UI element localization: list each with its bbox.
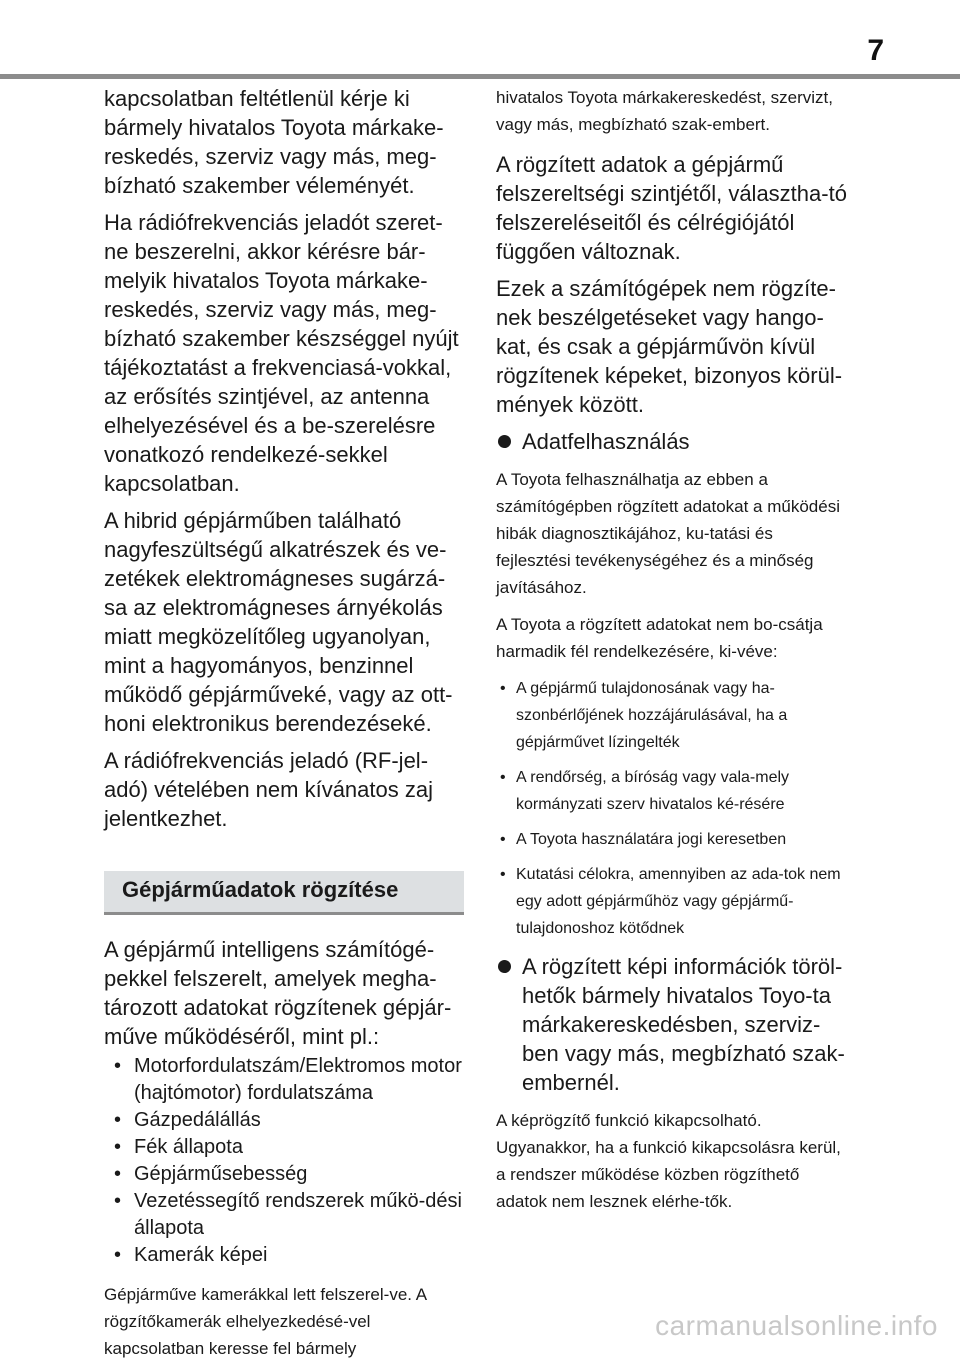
paragraph-no-voice-recording: Ezek a számítógépek nem rögzíte-nek beszélgetéseket vagy hango-kat, és csak a gépjárművön kívül rögzítenek képeket, bizonyos körül-mények között. — [496, 276, 843, 417]
list-item: • Fék állapota — [104, 1134, 464, 1161]
paragraph-usage-disclosure: A Toyota a rögzített adatokat nem bo-csátja harmadik fél rendelkezésére, ki-véve: — [496, 615, 823, 661]
paragraph-rf-transmitter-install: Ha rádiófrekvenciás jeladót szeret-ne beszerelni, akkor kérésre bár-melyik hivatalos Toyota márkake-reskedés, szerviz vagy más, meg-bízható szakember készséggel nyújt tájékoztatást a frekvenciasá-vokkal, az erősítés szintjével, az antenna elhelyezésével és a be-szerelésre vonatkozó rendelkezé-sekkel kapcsolatban. — [104, 210, 459, 496]
paragraph-usage-purpose: A Toyota felhasználhatja az ebben a számítógépben rögzített adatokat a működési hibák diagnosztikájához, ku-tatási és fejlesztési tevékenységéhez és a minőség javításához. — [496, 470, 840, 597]
heading-image-deletion — [496, 952, 852, 1097]
heading-image-deletion-label: A rögzített képi információk töröl-hetők bármely hivatalos Toyo-ta márkakereskedésben, szerviz-ben vagy más, megbízható szak-embernél. — [522, 954, 845, 1095]
bullet-dot-icon — [498, 435, 511, 448]
header-rule — [0, 74, 960, 79]
list-item: • A gépjármű tulajdonosának vagy ha-szonbérlőjének hozzájárulásával, ha a gépjárművet lízingelték — [496, 675, 852, 756]
paragraph-rf-noise: A rádiófrekvenciás jeladó (RF-jel-adó) vételében nem kívánatos zaj jelentkezhet. — [104, 748, 433, 831]
list-item: • A rendőrség, a bíróság vagy vala-mely kormányzati szerv hivatalos ké-résére — [496, 764, 852, 818]
paragraph-camera-note: Gépjárműve kamerákkal lett felszerel-ve. A rögzítőkamerák elhelyezkedésé-vel kapcsolatban keresse fel bármely — [104, 1285, 427, 1358]
heading-data-usage-label: Adatfelhasználás — [522, 429, 690, 454]
recorded-data-list — [104, 1053, 464, 1269]
list-item: • Kamerák képei — [104, 1242, 464, 1269]
paragraph-data-intro: A gépjármű intelligens számítógé-pekkel felszerelt, amelyek megha-tározott adatokat rögzítenek gépjár-műve működéséről, mint pl.: — [104, 937, 452, 1049]
paragraph-continued-advice: kapcsolatban feltétlenül kérje ki bármely hivatalos Toyota márkake-reskedés, szerviz vagy más, meg-bízható szakember véleményét. — [104, 86, 444, 198]
paragraph-camera-disable: A képrögzítő funkció kikapcsolható. Ugyanakkor, ha a funkció kikapcsolásra kerül, a rendszer működése közben rögzíthető adatok nem lesznek elérhe-tők. — [496, 1111, 841, 1211]
paragraph-recorded-data-varies: A rögzített adatok a gépjármű felszereltségi szintjétől, választha-tó felszereléseitől és célrégiójától függően változnak. — [496, 152, 847, 264]
heading-data-usage — [496, 427, 852, 456]
list-item: • Motorfordulatszám/Elektromos motor (hajtómotor) fordulatszáma — [104, 1053, 464, 1107]
right-column — [496, 84, 852, 1225]
paragraph-hybrid-radiation: A hibrid gépjárműben található nagyfeszültségű alkatrészek és ve-zetékek elektromágneses sugárzá-sa az elektromágneses árnyékolás miatt megközelítőleg ugyanolyan, mint a hagyományos, benzinnel működő gépjárműveké, vagy az ott-honi elektronikus berendezéseké. — [104, 508, 453, 736]
list-item: • Gázpedálállás — [104, 1107, 464, 1134]
list-item: • Gépjárműsebesség — [104, 1161, 464, 1188]
list-item: • A Toyota használatára jogi keresetben — [496, 826, 852, 853]
section-heading-data-recording: Gépjárműadatok rögzítése — [104, 871, 464, 915]
watermark: carmanualsonline.info — [655, 1310, 938, 1341]
list-item: • Kutatási célokra, amennyiben az ada-tok nem egy adott gépjárműhöz vagy gépjármű-tulajdonoshoz kötődnek — [496, 861, 852, 942]
left-column — [104, 84, 464, 1372]
bullet-dot-icon — [498, 960, 511, 973]
paragraph-camera-note-continued: hivatalos Toyota márkakereskedést, szervizt, vagy más, megbízható szak-embert. — [496, 88, 833, 134]
disclosure-exceptions-list — [496, 675, 852, 942]
list-item: • Vezetéssegítő rendszerek műkö-dési állapota — [104, 1188, 464, 1242]
page-number: 7 — [867, 34, 884, 67]
